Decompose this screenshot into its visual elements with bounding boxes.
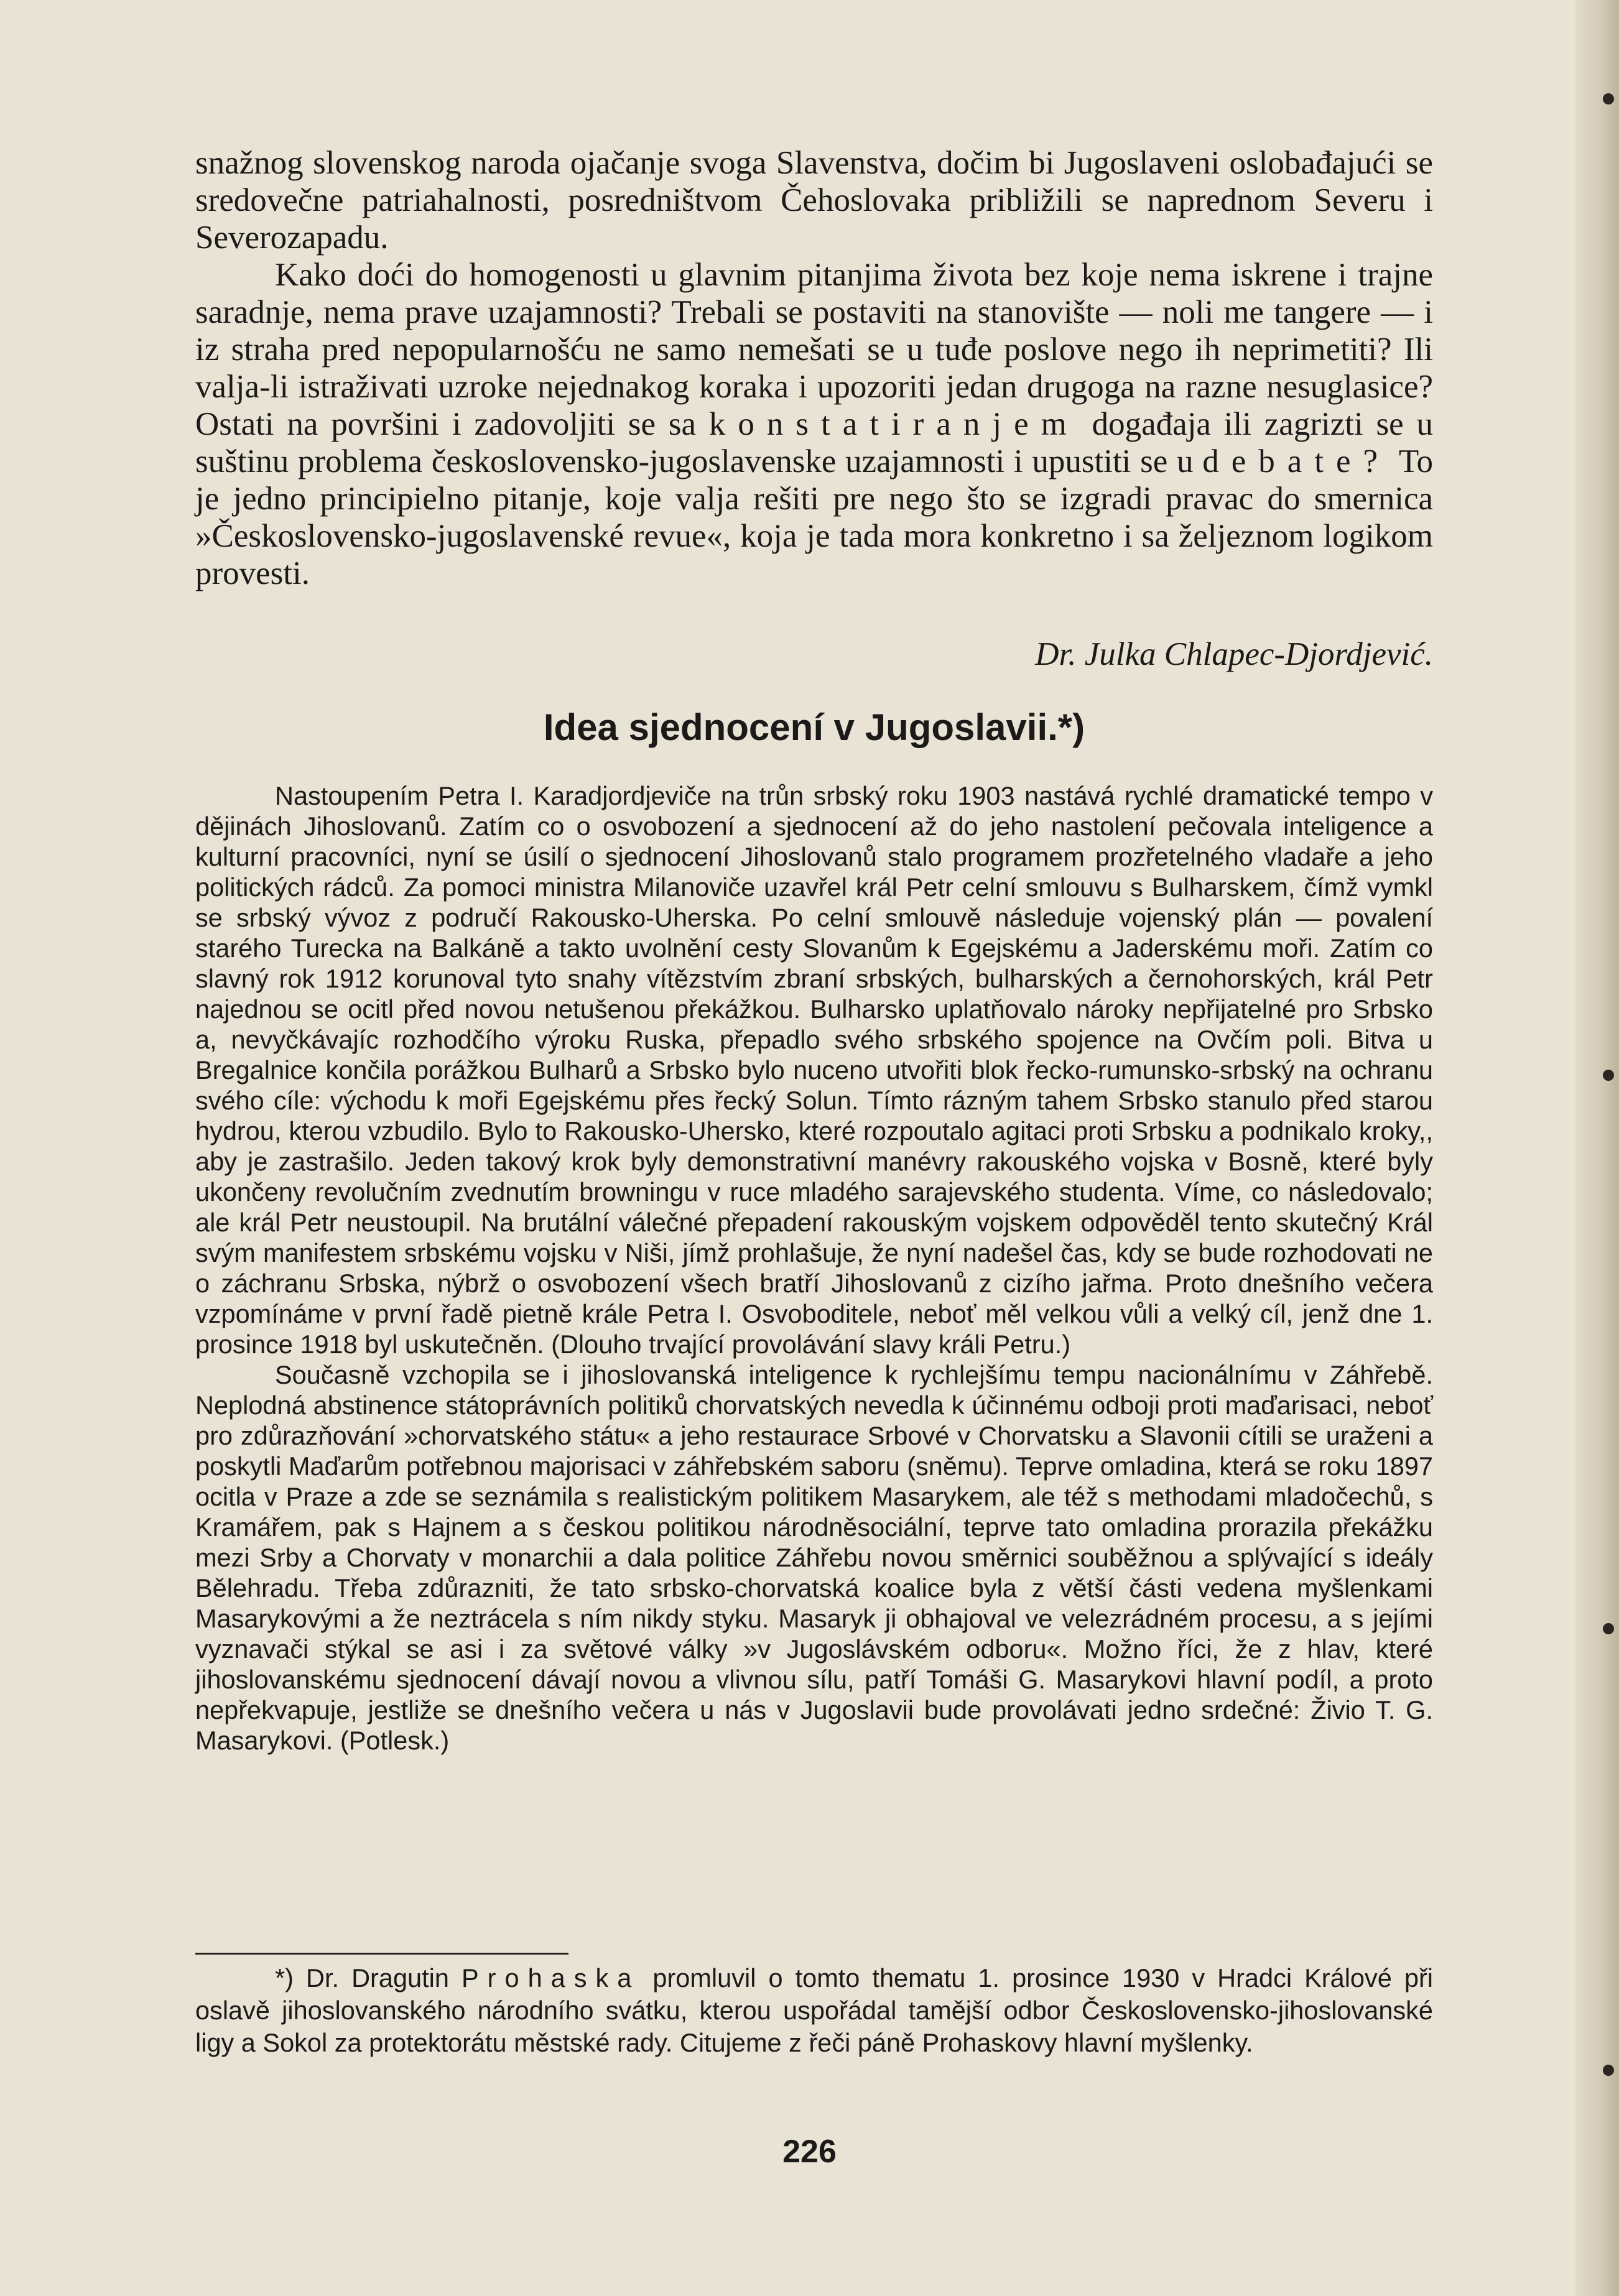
page-edge bbox=[1575, 0, 1619, 2296]
emphasis-konstatiranjem: konstatiranjem bbox=[708, 406, 1079, 442]
continuation-text bbox=[195, 144, 1433, 592]
author-signature: Dr. Julka Chlapec-Djordjević. bbox=[1035, 636, 1433, 672]
continuation-paragraph-2 bbox=[195, 256, 1433, 592]
footnote bbox=[195, 1962, 1433, 2059]
continuation-paragraph-1: snažnog slovenskog naroda ojačanje svoga Slavenstva, dočim bi Jugoslaveni oslobađajući se sredovečne patriahalnosti, posredništvom Čehoslovaka približili se naprednom Severu i Severozapadu. bbox=[195, 145, 1433, 256]
footnote-text-a: *) Dr. Dragutin bbox=[275, 1963, 449, 1993]
footnote-paragraph bbox=[195, 1962, 1433, 2059]
article-body bbox=[195, 780, 1433, 1756]
edge-mark bbox=[1603, 93, 1614, 104]
edge-mark bbox=[1603, 1070, 1614, 1081]
edge-mark bbox=[1603, 1623, 1614, 1634]
edge-mark bbox=[1603, 2065, 1614, 2076]
continuation-text-a: Kako doći do homogenosti u glavnim pitanjima života bez koje nema iskrene i trajne saradnje, nema prave uzajamnosti? Trebali se postaviti na stanovište — noli me tangere — i iz straha pred nepopularnošću ne samo nemešati se u tuđe poslove nego ih neprimetiti? Ili valja-li istraživati uzroke nejednakog koraka i upozoriti jedan drugoga na razne nesuglasice? Ostati na površini i zadovoljiti se sa bbox=[195, 257, 1433, 442]
page-number: 226 bbox=[782, 2134, 837, 2170]
emphasis-debate: debate? bbox=[1202, 443, 1391, 479]
article-title: Idea sjednocení v Jugoslavii.*) bbox=[543, 706, 1085, 748]
continuation-text-b: događaja ili zagrizti se u suštinu problema československo-jugoslavenske uzajamnosti i upustiti se u bbox=[195, 406, 1433, 479]
article-paragraph: Nastoupením Petra I. Karadjordjeviče na trůn srbský roku 1903 nastává rychlé dramatické tempo v dějinách Jihoslovanů. Zatím co o osvobození a sjednocení až do jeho nastolení pečovala inteligence a kulturní pracovníci, nyní se úsilí o sjednocení Jihoslovanů stalo programem prozřetelného vladaře a jeho politických rádců. Za pomoci ministra Milanoviče uzavřel král Petr celní smlouvu s Bulharskem, čímž vymkl se srbský vývoz z područí Rakousko-Uherska. Po celní smlouvě následuje vojenský plán — povalení starého Turecka na Balkáně a takto uvolnění cesty Slovanům k Egejskému a Jaderskému moři. Zatím co slavný rok 1912 korunoval tyto snahy vítězstvím zbraní srbských, bulharských a černohorských, král Petr najednou se ocitl před novou netušenou překážkou. Bulharsko uplatňovalo nároky nepřijatelné pro Srbsko a, nevyčkávajíc rozhodčího výroku Ruska, přepadlo svého srbského spojence na Ovčím poli. Bitva u Bregalnice končila porážkou Bulharů a Srbsko bylo nuceno utvořiti blok řecko-rumunsko-srbský na ochranu svého cíle: východu k moři Egejskému přes řecký Solun. Tímto rázným tahem Srbsko stanulo před starou hydrou, kterou vzbudilo. Bylo to Rakousko-Uhersko, které rozpoutalo agitaci proti Srbsku a podnikalo kroky,, aby je zastrašilo. Jeden takový krok byly demonstrativní manévry rakouského vojska v Bosně, které byly ukončeny revolučním zvednutím browningu v ruce mladého sarajevského studenta. Víme, co následovalo; ale král Petr neustoupil. Na brutální válečné přepadení rakouským vojskem odpověděl tento skutečný Král svým manifestem srbskému vojsku v Niši, jímž prohlašuje, že nyní nadešel čas, kdy se bude rozhodovati ne o záchranu Srbska, nýbrž o osvobození všech bratří Jihoslovanů z cizího jařma. Proto dnešního večera vzpomínáme v první řadě pietně krále Petra I. Osvoboditele, neboť měl velkou vůli a velký cíl, jenž dne 1. prosince 1918 byl uskutečněn. (Dlouho trvající provolávání slavy králi Petru.) bbox=[195, 781, 1433, 1359]
article-paragraph: Současně vzchopila se i jihoslovanská inteligence k rychlejšímu tempu nacionálnímu v Záhřebě. Neplodná abstinence státoprávních politiků chorvatských nevedla k účinnému odboji proti maďarisaci, neboť pro zdůrazňování »chorvatského státu« a jeho restaurace Srbové v Chorvatsku a Slavonii cítili se uraženi a poskytli Maďarům potřebnou majorisaci v záhřebském saboru (sněmu). Teprve omladina, která se roku 1897 ocitla v Praze a zde se seznámila s realistickým politikem Masarykem, ale též s methodami mladočechů, s Kramářem, pak s Hajnem a s českou politikou národněsociální, teprve tato omladina prorazila překážku mezi Srby a Chorvaty v monarchii a dala politice Záhřebu novou směrnici souběžnou a splývající s ideály Bělehradu. Třeba zdůrazniti, že tato srbsko-chorvatská koalice byla z větší části vedena myšlenkami Masarykovými a že neztrácela s ním nikdy styku. Masaryk ji obhajoval ve velezrádném procesu, a s jejími vyznavači stýkal se asi i za světové války »v Jugoslávském odboru«. Možno říci, že z hlav, které jihoslovanskému sjednocení dávají novou a vlivnou sílu, patří Tomáši G. Masarykovi hlavní podíl, a proto nepřekvapuje, jestliže se dnešního večera u nás v Jugoslavii bude provolávati jedno srdečné: Živio T. G. Masarykovi. (Potlesk.) bbox=[195, 1360, 1433, 1755]
footnote-name: Prohaska bbox=[462, 1963, 641, 1993]
footnote-text-b: promluvil o tomto thematu 1. prosince 1930 v Hradci Králové při oslavě jihoslovanského národního svátku, kterou uspořádal tamější odbor Československo-jihoslovanské ligy a Sokol za protektorátu městské rady. Citujeme z řeči páně Prohaskovy hlavní myšlenky. bbox=[195, 1963, 1433, 2057]
continuation-text-c: To je jedno principielno pitanje, koje valja rešiti pre nego što se izgradi pravac do smernica »Československo-jugoslavenské revue«, koja je tada mora konkretno i sa željeznom logikom provesti. bbox=[195, 443, 1434, 591]
footnote-divider bbox=[195, 1953, 568, 1955]
